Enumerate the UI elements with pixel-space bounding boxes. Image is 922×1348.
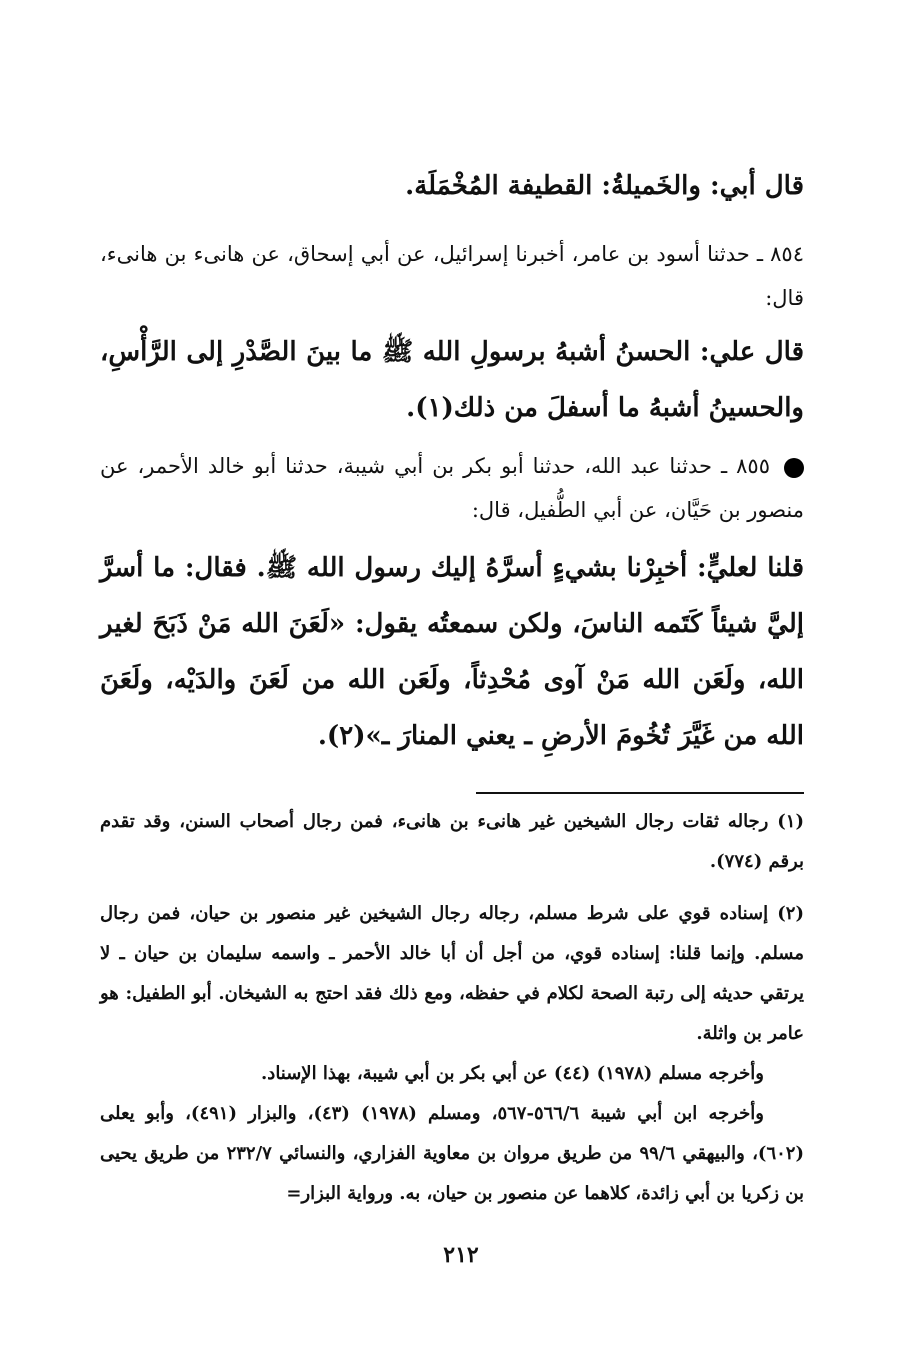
footnote-2: (٢) إسناده قوي على شرط مسلم، رجاله رجال الشيخين غير منصور بن حيان، فمن رجال مسلم. وإنما قلنا: إسناده قوي، من أجل أن أبا خالد الأحمر ـ واسمه سليمان بن حيان ـ لا يرتقي حديثه إلى رتبة الصحة لكلام في حفظه، ومع ذلك فقد احتج به الشيخان. أبو الطفيل: هو عامر بن واثلة. (100, 903, 804, 1044)
hadith-855-chain (100, 444, 804, 532)
footnote-2-takhrij-1: وأخرجه مسلم (١٩٧٨) (٤٤) عن أبي بكر بن أبي شيبة، بهذا الإسناد. (261, 1063, 764, 1084)
hadith-854-chain (100, 232, 804, 320)
hadith-854-body: قال علي: الحسنُ أشبهُ برسولِ الله ﷺ ما بينَ الصَّدْرِ إلى الرَّأْسِ، والحسينُ أشبهُ ما أسفلَ من ذلك(١). (100, 337, 804, 423)
footnote-1: (١) رجاله ثقات رجال الشيخين غير هانىء بن هانىء، فمن رجال أصحاب السنن، وقد تقدم برقم (٧٧٤). (100, 811, 804, 872)
quote-khamila-text: قال أبي: والخَميلةُ: القطيفة المُخْمَلَة. (405, 171, 804, 201)
hadith-855-body: قلنا لعليٍّ: أخبِرْنا بشيءٍ أسرَّهُ إليك رسول الله ﷺ. فقال: ما أسرَّ إليَّ شيئاً كَتَمه الناسَ، ولكن سمعتُه يقول: «لَعَنَ الله مَنْ ذَبَحَ لغير الله، ولَعَن الله مَنْ آوى مُحْدِثاً، ولَعَن الله من لَعَنَ والدَيْه، ولَعَنَ الله من غَيَّرَ تُخُومَ الأرضِ ـ يعني المنارَ ـ»(٢). (100, 553, 804, 751)
hadith-855-chain-text: ٨٥٥ ـ حدثنا عبد الله، حدثنا أبو بكر بن أبي شيبة، حدثنا أبو خالد الأحمر، عن منصور بن حَيَّان، عن أبي الطُّفيل، قال: (100, 454, 804, 522)
footnotes (100, 802, 804, 1214)
page-number: ٢١٢ (443, 1242, 479, 1268)
quote-khamila (100, 158, 804, 214)
footnote-2-takhrij-2: وأخرجه ابن أبي شيبة ٥٦٦/٦-٥٦٧، ومسلم (١٩٧٨) (٤٣)، والبزار (٤٩١)، وأبو يعلى (٦٠٢)، والبيهقي ٩٩/٦ من طريق مروان بن معاوية الفزاري، والنسائي ٢٣٢/٧ من طريق يحيى بن زكريا بن أبي زائدة، كلاهما عن منصور بن حيان، به. ورواية البزار= (100, 1103, 804, 1204)
footnote-divider (476, 792, 804, 794)
hadith-854-chain-text: ٨٥٤ ـ حدثنا أسود بن عامر، أخبرنا إسرائيل، عن أبي إسحاق، عن هانىء بن هانىء، قال: (100, 242, 804, 310)
hadith-855-text (100, 540, 804, 764)
hadith-854-text (100, 324, 804, 436)
bullet-icon (784, 458, 804, 478)
hadith-855-chain-para (100, 444, 804, 532)
